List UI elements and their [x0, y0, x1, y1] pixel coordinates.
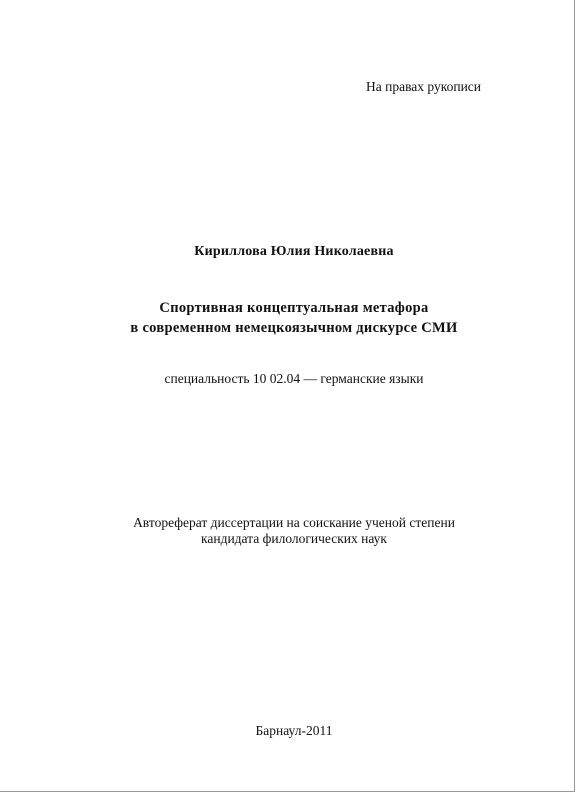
title-line-1: Спортивная концептуальная метафора	[159, 300, 429, 316]
rights-note: На правах рукописи	[366, 79, 482, 94]
city-year: Барнаул-2011	[255, 723, 333, 738]
abstract-line-2: кандидата филологических наук	[201, 531, 387, 546]
abstract-line-1: Автореферат диссертации на соискание ученой степени	[133, 515, 455, 530]
author-name: Кириллова Юлия Николаевна	[194, 244, 394, 259]
specialty-line: специальность 10 02.04 — германские языки	[164, 371, 424, 386]
title-line-2: в современном немецкоязычном дискурсе СМИ	[130, 320, 458, 336]
